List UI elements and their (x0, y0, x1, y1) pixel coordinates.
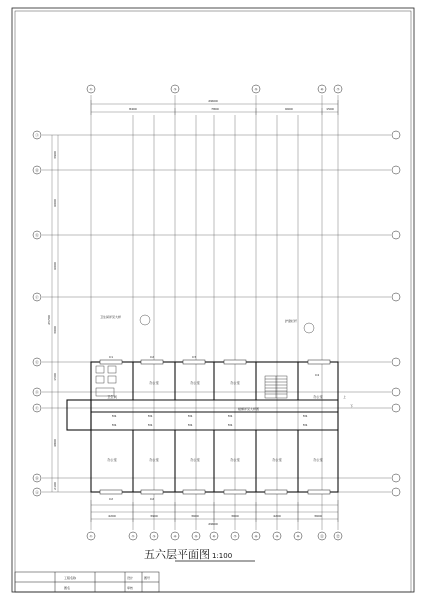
room-label: 办公室 (149, 458, 159, 462)
top-dims (129, 107, 334, 111)
axis-label: ⑥ (320, 87, 324, 92)
axis-label: ③ (173, 87, 177, 92)
window-label: C2 (150, 497, 155, 501)
axis-label: Ⓑ (35, 476, 39, 481)
overall-dim-top: 29600 (208, 99, 218, 103)
top-dim: 6600 (285, 107, 293, 111)
room-label: 办公室 (107, 458, 117, 462)
drawing-scale: 1:100 (212, 552, 233, 560)
axis-label: ⑦ (233, 534, 237, 539)
bottom-dimension-chain (91, 500, 338, 522)
axis-label: Ⓗ (35, 168, 39, 173)
axis-label: ② (131, 534, 135, 539)
window-label: C1 (109, 355, 114, 359)
axis-label: Ⓔ (35, 360, 39, 365)
room-labels (107, 380, 323, 462)
title-block-cell: 图名 (64, 586, 71, 590)
axis-label: ⑨ (275, 534, 279, 539)
annotation: 楼梯详见大样图 (238, 407, 260, 411)
left-dim: 6000 (53, 262, 57, 270)
axis-label: ① (89, 87, 93, 92)
axis-label: Ⓒ (35, 406, 39, 411)
axis-label: ⑤ (194, 534, 198, 539)
room-label: 办公室 (313, 458, 323, 462)
door-label: M1 (188, 423, 193, 427)
door-label: M1 (112, 423, 117, 427)
top-dim: 1500 (326, 107, 334, 111)
door-label: M1 (148, 423, 153, 427)
axis-label: ⑪ (320, 534, 324, 539)
door-label: M1 (148, 414, 153, 418)
left-dim: 3900 (53, 151, 57, 159)
toilet-fixtures (96, 366, 116, 396)
title-block (15, 572, 159, 592)
axis-label: ① (89, 534, 93, 539)
title-block-cell: 设计 (127, 576, 134, 580)
bottom-overall-dim: 29600 (208, 522, 218, 526)
room-label: 卫生间 (107, 395, 117, 399)
staircase (265, 376, 287, 398)
axis-label: Ⓓ (35, 390, 39, 395)
room-label: 办公室 (313, 395, 323, 399)
axis-label: ⑥ (212, 534, 216, 539)
annotation: 护窗栏杆 (285, 319, 298, 323)
window-label: C2 (150, 355, 155, 359)
axis-label: ④ (173, 534, 177, 539)
left-dim: 4800 (53, 439, 57, 447)
top-dim: 7800 (211, 107, 219, 111)
axis-label: ⑫ (336, 534, 340, 539)
left-overall: 25700 (47, 315, 51, 325)
axis-label: ⑩ (296, 534, 300, 539)
annotation: 卫生间详见大样 (100, 315, 122, 319)
door-label: M1 (303, 414, 308, 418)
axis-label: ⑤ (254, 87, 258, 92)
windows (100, 360, 330, 494)
axis-label: Ⓙ (35, 133, 39, 138)
room-label: 办公室 (230, 381, 240, 385)
left-dim: 6000 (53, 199, 57, 207)
axis-label: ③ (152, 534, 156, 539)
axis-label: Ⓖ (35, 233, 39, 238)
top-axis-bubbles (87, 85, 342, 93)
axis-label: ⑦ (336, 87, 340, 92)
window-label: C4 (315, 373, 320, 377)
left-dim: 2100 (53, 482, 57, 490)
right-axis-bubbles (392, 131, 400, 496)
door-label: M1 (228, 423, 233, 427)
room-label: 办公室 (190, 381, 200, 385)
annotation: 下 (350, 404, 354, 408)
door-label: M1 (188, 414, 193, 418)
title-block-cell: 工程名称 (64, 576, 77, 580)
door-label: M1 (228, 414, 233, 418)
bottom-dim: 3900 (150, 514, 158, 518)
left-dim: 3000 (53, 326, 57, 334)
top-dim: 8400 (129, 107, 137, 111)
drawing-title: 五六层平面图 (144, 548, 210, 561)
axis-label: Ⓕ (35, 295, 39, 300)
annotation: 上 (343, 395, 347, 399)
title-block-cell: 审核 (127, 586, 134, 590)
bottom-dim: 4200 (273, 514, 281, 518)
window-label: C3 (192, 355, 197, 359)
window-label: C2 (109, 497, 114, 501)
left-dim: 1500 (53, 373, 57, 381)
building-walls (67, 362, 338, 492)
bottom-dim: 3600 (191, 514, 199, 518)
room-label: 办公室 (272, 458, 282, 462)
bottom-dim: 3600 (314, 514, 322, 518)
bottom-dims (108, 514, 322, 518)
title-block-cell: 图号 (144, 576, 151, 580)
left-dimension-chain (52, 135, 58, 492)
door-labels (112, 414, 308, 427)
room-label: 办公室 (149, 381, 159, 385)
left-axis-bubbles (33, 131, 41, 496)
axis-label: ⑧ (254, 534, 258, 539)
bottom-dim: 3600 (231, 514, 239, 518)
axis-label: Ⓐ (35, 490, 39, 495)
room-label: 办公室 (230, 458, 240, 462)
room-label: 办公室 (190, 458, 200, 462)
door-label: M1 (112, 414, 117, 418)
door-label: M1 (303, 423, 308, 427)
horizontal-grid (42, 135, 391, 492)
bottom-dim: 4200 (108, 514, 116, 518)
